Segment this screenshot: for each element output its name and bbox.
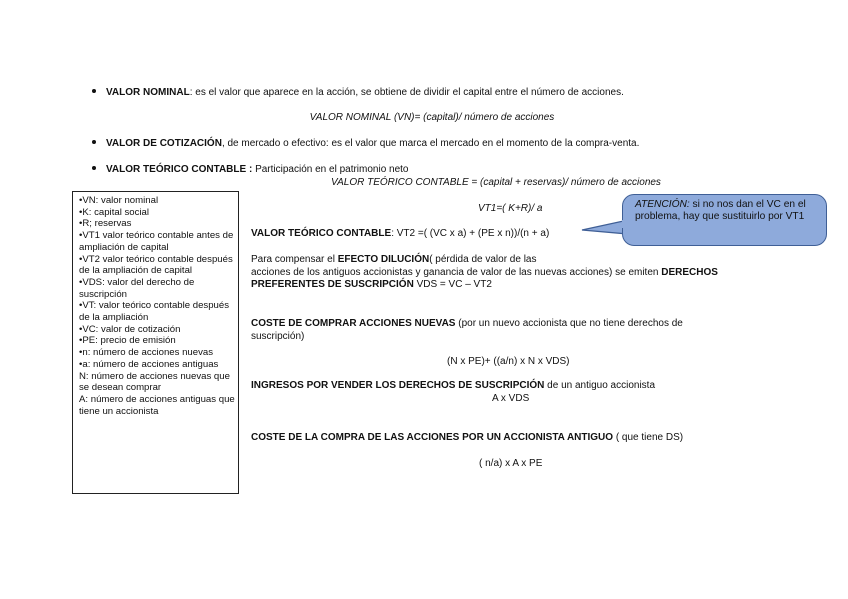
term-coste-nuevas: COSTE DE COMPRAR ACCIONES NUEVAS <box>251 318 456 329</box>
term-valor-nominal: VALOR NOMINAL <box>106 87 190 98</box>
dilucion-intro: Para compensar el <box>251 254 338 265</box>
term-coste-antiguo: COSTE DE LA COMPRA DE LAS ACCIONES POR UN ACCIONISTA ANTIGUO <box>251 432 614 443</box>
formula-valor-nominal: VALOR NOMINAL (VN)= (capital)/ número de acciones <box>309 112 555 123</box>
bullet-valor-nominal <box>92 87 624 100</box>
definition-valor-nominal: : es el valor que aparece en la acción, se obtiene de dividir el capital entre el número de acciones. <box>189 87 624 98</box>
bullet-dot-icon <box>92 166 96 170</box>
vt2-line <box>251 228 549 241</box>
formula-coste-nuevas: (N x PE)+ ((a/n) x N x VDS) <box>447 356 570 367</box>
legend-item: •R; reservas <box>79 218 132 230</box>
legend-item: •PE: precio de emisión <box>79 335 176 347</box>
legend-item: •a: número de acciones antiguas <box>79 358 219 370</box>
dilucion-paragraph <box>251 254 811 292</box>
coste-antiguo-text: ( que tiene DS) <box>613 432 684 443</box>
dilucion-text1: ( pérdida de valor de las <box>429 254 537 265</box>
dilucion-text2: acciones de los antiguos accionistas y ganancia de valor de las nuevas acciones) se emiten <box>251 266 662 278</box>
bullet-dot-icon <box>92 89 96 93</box>
term-valor-cotizacion: VALOR DE COTIZACIÓN <box>106 138 222 149</box>
callout-text: si no nos dan el VC en el problema, hay que sustituirlo por VT1 <box>635 199 806 223</box>
legend-item: •VDS: valor del derecho de suscripción <box>79 276 195 300</box>
callout-emphasis: ATENCIÓN: <box>635 199 690 210</box>
ingresos-line <box>251 380 655 393</box>
legend-item: A: número de acciones antiguas que tiene un accionista <box>79 393 235 417</box>
term-preferentes: PREFERENTES DE SUSCRIPCIÓN <box>251 279 414 290</box>
formula-vds: VDS = VC – VT2 <box>413 279 492 290</box>
bullet-valor-cotizacion <box>92 138 639 151</box>
legend-item: •VT1 valor teórico contable antes de ampliación de capital <box>79 230 234 253</box>
term-derechos: DERECHOS <box>661 266 718 278</box>
bullet-dot-icon <box>92 140 96 144</box>
attention-callout <box>622 194 827 246</box>
callout-join <box>622 220 626 228</box>
legend-item: •n: número de acciones nuevas <box>79 347 214 359</box>
bullet-valor-teorico <box>92 164 409 177</box>
formula-valor-teorico: VALOR TEÓRICO CONTABLE = (capital + reservas)/ número de acciones <box>331 177 661 188</box>
legend-box <box>72 191 239 494</box>
term-vt2: VALOR TEÓRICO CONTABLE <box>251 228 392 239</box>
formula-vt1: VT1=( K+R)/ a <box>478 203 543 214</box>
legend-item: •VC: valor de cotización <box>79 323 181 335</box>
legend-item: •VT2 valor teórico contable después de la ampliación de capital <box>79 253 233 277</box>
ingresos-text: de un antiguo accionista <box>544 380 656 391</box>
coste-nuevas-text2: suscripción) <box>251 330 305 342</box>
formula-vt2: : VT2 =( (VC x a) + (PE x n))/(n + a) <box>391 228 550 239</box>
formula-ingresos: A x VDS <box>492 393 530 404</box>
term-ingresos: INGRESOS POR VENDER LOS DERECHOS DE SUSCRIPCIÓN <box>251 380 545 391</box>
legend-item: •VT: valor teórico contable después de la ampliación <box>79 300 230 324</box>
definition-valor-teorico: Participación en el patrimonio neto <box>252 164 409 175</box>
coste-antiguo-line <box>251 432 683 445</box>
coste-nuevas-paragraph <box>251 318 811 343</box>
term-efecto-dilucion: EFECTO DILUCIÓN <box>337 254 430 265</box>
legend-item: •K: capital social <box>79 206 150 218</box>
coste-nuevas-text1: (por un nuevo accionista que no tiene derechos de <box>455 318 683 329</box>
legend-item: •VN: valor nominal <box>79 195 159 206</box>
definition-valor-cotizacion: , de mercado o efectivo: es el valor que marca el mercado en el momento de la compra-venta. <box>221 138 640 149</box>
legend-item: N: número de acciones nuevas que se desean comprar <box>79 370 230 394</box>
term-valor-teorico: VALOR TEÓRICO CONTABLE : <box>106 164 253 175</box>
formula-coste-antiguo: ( n/a) x A x PE <box>479 458 543 469</box>
